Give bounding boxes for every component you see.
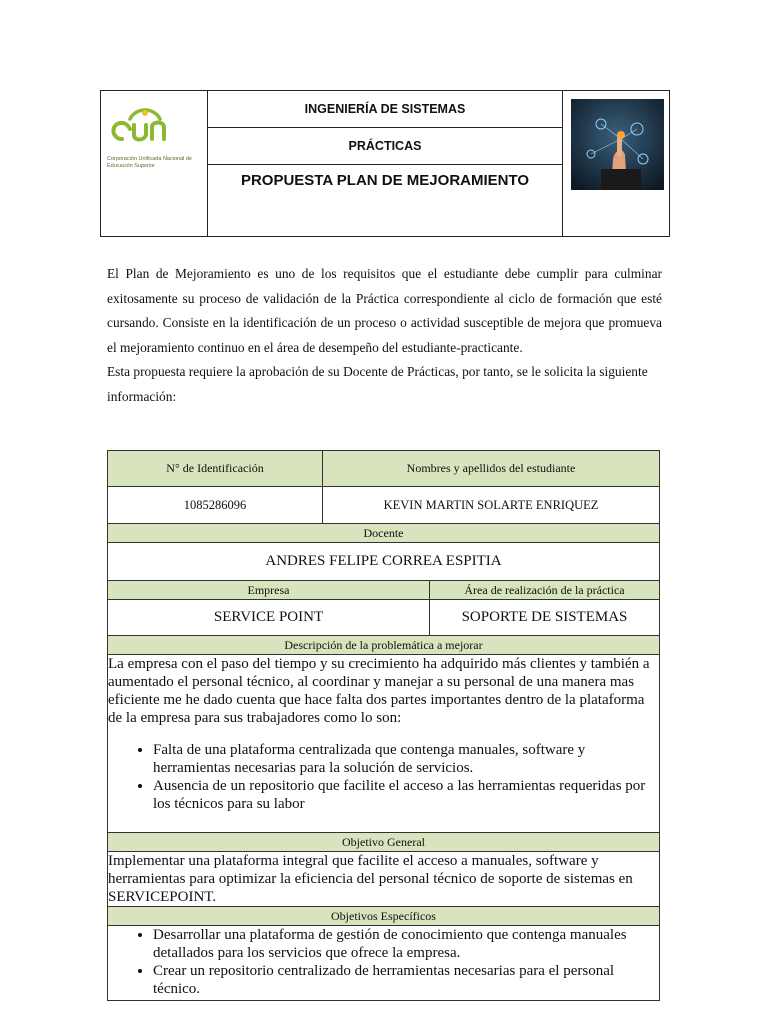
problem-bullet-list xyxy=(108,741,659,813)
problem-label-row xyxy=(108,636,659,655)
company-value-row xyxy=(108,600,659,636)
cun-logo-icon xyxy=(104,99,204,159)
list-item: • Crear un repositorio centralizado de herramientas necesarias para el personal técnico. xyxy=(153,962,659,998)
list-item: • Falta de una plataforma centralizada que contenga manuales, software y herramientas necesarias para la solución de servicios. xyxy=(153,741,659,777)
header-title-cell xyxy=(208,91,563,236)
teacher-label: Docente xyxy=(363,525,404,540)
list-item: • Ausencia de un repositorio que facilite el acceso a las herramientas requeridas por los técnicos para su labor xyxy=(153,777,659,813)
intro-paragraph-2: Esta propuesta requiere la aprobación de su Docente de Prácticas, por tanto, se le solicita la siguiente información: xyxy=(107,364,648,404)
logo-subtitle: Corporación Unificada Nacional de Educación Superior xyxy=(107,156,192,169)
student-label-row xyxy=(108,451,659,487)
section-name: PRÁCTICAS xyxy=(208,128,562,165)
company-label: Empresa xyxy=(247,582,290,597)
specific-bullet-list xyxy=(108,926,659,998)
list-item: • Desarrollar una plataforma de gestión de conocimiento que contenga manuales detallados para los servicios que ofrece la empresa. xyxy=(153,926,659,962)
technology-photo xyxy=(571,99,664,190)
name-label: Nombres y apellidos del estudiante xyxy=(322,451,659,486)
specific-row xyxy=(108,926,659,1000)
problem-row xyxy=(108,655,659,833)
problem-description xyxy=(108,655,659,832)
company-label-row xyxy=(108,581,659,600)
specific-label-row xyxy=(108,907,659,926)
intro-paragraph-1: El Plan de Mejoramiento es uno de los requisitos que el estudiante debe cumplir para culminar exitosamente su proceso de validación de la Práctica correspondiente al ciclo de formación que esté cursando. Consiste en la identificación de un proceso o actividad susceptible de mejora que promueva el mejoramiento continuo en el área de desempeño del estudiante-practicante. xyxy=(107,266,662,355)
problem-text: La empresa con el paso del tiempo y su crecimiento ha adquirido más clientes y también a aumentado el personal técnico, al coordinar y manejar a su personal de una manera mas eficiente me he dado cuenta que hace falta dos partes importantes dentro de la plataforma de la empresa para sus trabajadores como lo son: xyxy=(108,656,650,726)
id-value: 1085286096 xyxy=(183,497,247,512)
id-label: N° de Identificación xyxy=(108,451,322,486)
general-objective-text: Implementar una plataforma integral que facilite el acceso a manuales, software y herramientas para optimizar la eficiencia del personal técnico de soporte de sistemas en SERVICEPOINT. xyxy=(108,853,633,905)
general-label-row xyxy=(108,833,659,852)
problem-label: Descripción de la problemática a mejorar xyxy=(284,637,483,652)
area-value: SOPORTE DE SISTEMAS xyxy=(429,600,659,635)
student-value-row xyxy=(108,487,659,524)
specific-objectives xyxy=(108,926,659,1000)
general-row xyxy=(108,852,659,907)
company-value: SERVICE POINT xyxy=(213,609,324,625)
teacher-label-row xyxy=(108,524,659,543)
area-label: Área de realización de la práctica xyxy=(429,581,659,599)
logo-cell xyxy=(101,91,208,236)
intro-text xyxy=(107,262,662,410)
document-header xyxy=(100,90,670,237)
teacher-value: ANDRES FELIPE CORREA ESPITIA xyxy=(265,553,502,569)
document-title: PROPUESTA PLAN DE MEJORAMIENTO xyxy=(240,171,530,189)
teacher-value-row xyxy=(108,543,659,581)
general-objective-label: Objetivo General xyxy=(342,834,425,849)
name-value: KEVIN MARTIN SOLARTE ENRIQUEZ xyxy=(322,487,659,523)
improvement-form-table xyxy=(107,450,660,1001)
specific-objectives-label: Objetivos Específicos xyxy=(331,908,436,923)
program-name: INGENIERÍA DE SISTEMAS xyxy=(208,91,562,128)
header-image-cell xyxy=(563,91,669,236)
